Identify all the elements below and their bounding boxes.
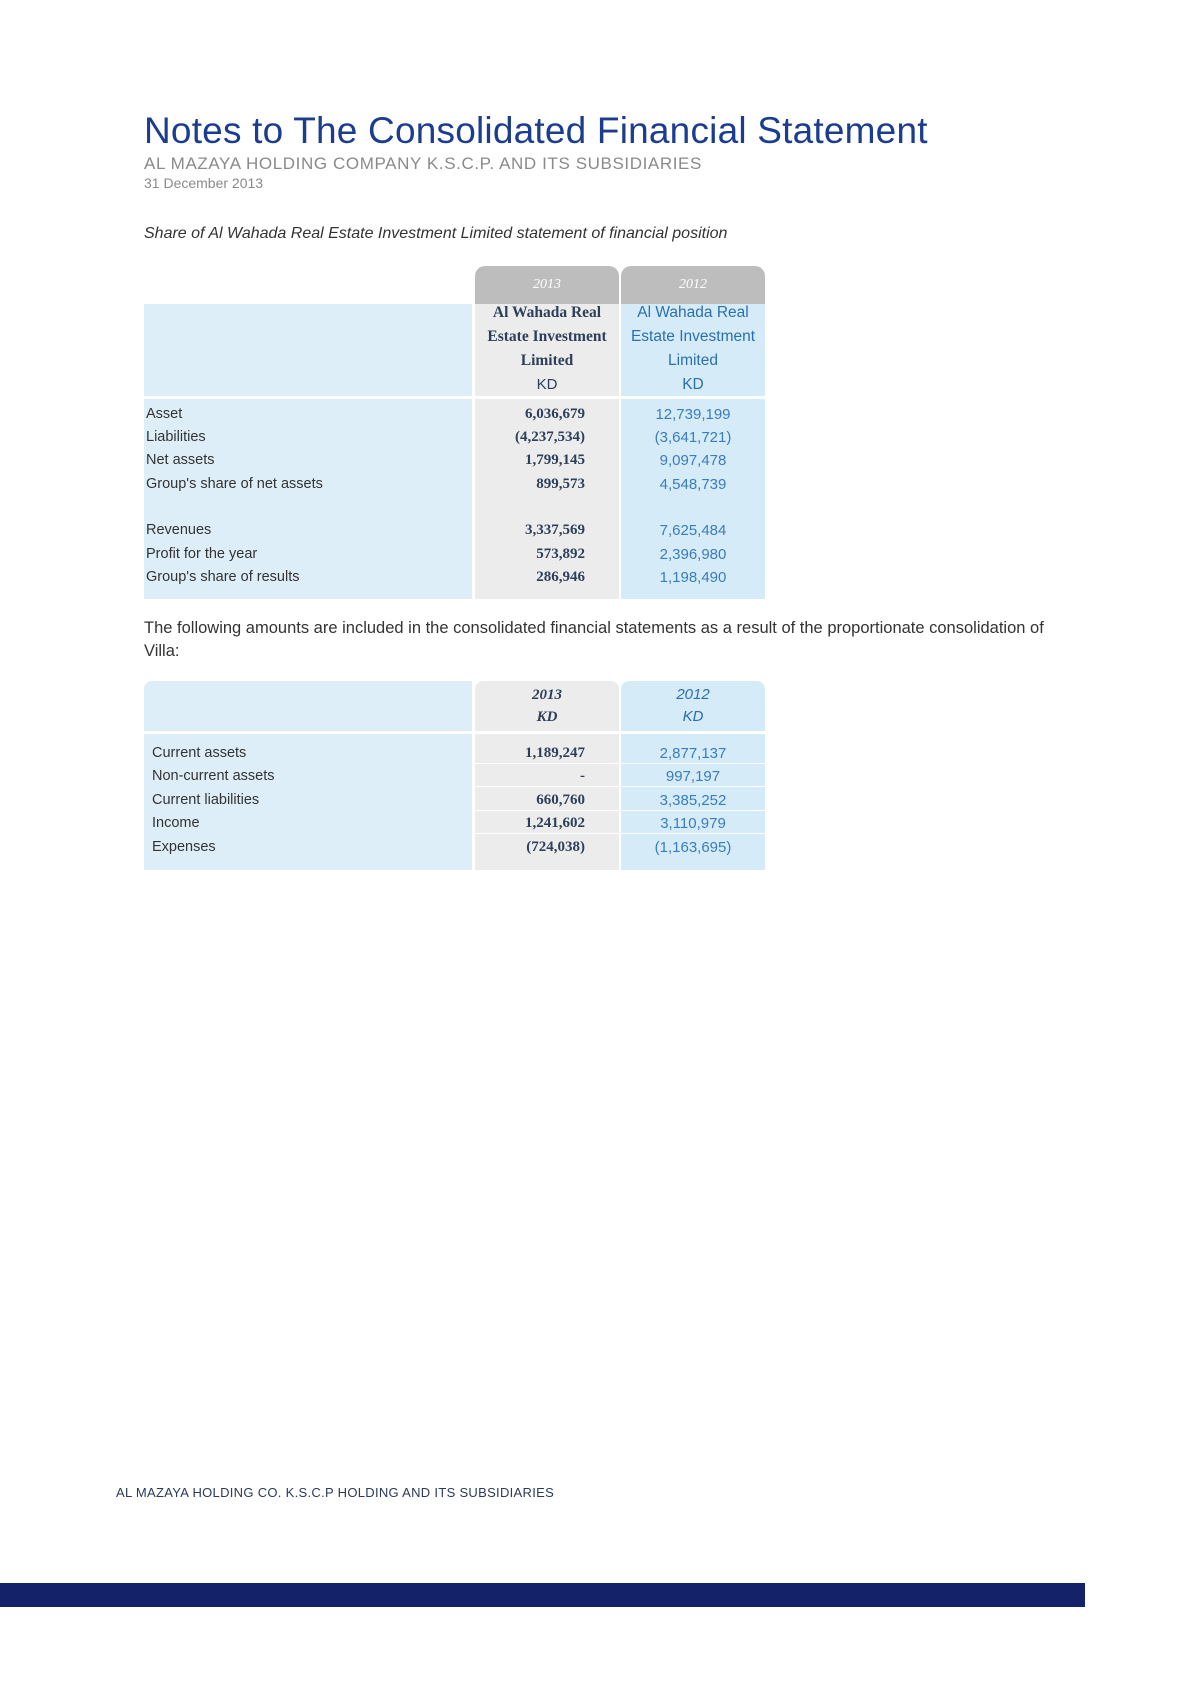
tab-2013: 2013 xyxy=(475,266,619,304)
header-2012-unit: KD xyxy=(682,376,704,393)
value-2012: 3,110,979 xyxy=(660,815,726,832)
row-label: Expenses xyxy=(152,839,216,855)
value-2013: 286,946 xyxy=(536,569,585,585)
header-2012-text xyxy=(621,301,765,397)
header-2013-unit: KD xyxy=(536,376,558,393)
value-2013: 3,337,569 xyxy=(525,522,585,538)
value-2013: (4,237,534) xyxy=(515,429,585,445)
value-2012: (1,163,695) xyxy=(654,839,732,856)
value-2012: (3,641,721) xyxy=(654,429,732,446)
header-2013-text xyxy=(475,684,619,728)
footer-company: AL MAZAYA HOLDING CO. K.S.C.P HOLDING AND ITS SUBSIDIARIES xyxy=(116,1485,555,1500)
header-2012-line: Limited xyxy=(668,352,718,369)
value-2013: 1,241,602 xyxy=(525,815,585,831)
row-label: Income xyxy=(152,815,200,831)
value-2013: 1,189,247 xyxy=(525,745,585,761)
header-2013-line: Limited xyxy=(520,352,574,369)
row-label: Liabilities xyxy=(146,429,206,445)
footer-bar xyxy=(0,1583,1085,1607)
header-2012-line: Estate Investment xyxy=(630,328,756,345)
row-divider xyxy=(475,810,765,811)
report-date: 31 December 2013 xyxy=(144,175,264,191)
value-2013: 660,760 xyxy=(536,792,585,808)
row-label: Current liabilities xyxy=(152,792,260,808)
row-label: Profit for the year xyxy=(146,546,258,562)
value-2013: 1,799,145 xyxy=(525,452,585,468)
value-2012: 9,097,478 xyxy=(659,452,727,469)
value-2013: - xyxy=(580,768,585,784)
value-2013: 573,892 xyxy=(536,546,585,562)
row-label: Group's share of results xyxy=(146,569,300,585)
value-2012: 12,739,199 xyxy=(655,406,731,423)
header-2013-year: 2013 xyxy=(532,687,562,703)
header-2013-text xyxy=(475,301,619,397)
value-2012: 2,396,980 xyxy=(659,546,727,563)
header-2013-unit: KD xyxy=(536,709,558,725)
header-2012-year: 2012 xyxy=(676,686,710,703)
header-2012-text xyxy=(621,684,765,728)
row-label: Net assets xyxy=(146,452,215,468)
row-label: Group's share of net assets xyxy=(146,476,323,492)
value-2012: 7,625,484 xyxy=(659,522,727,539)
value-2013: (724,038) xyxy=(526,839,585,855)
row-label: Asset xyxy=(146,406,183,422)
value-2012: 2,877,137 xyxy=(659,745,727,762)
value-2012: 3,385,252 xyxy=(659,792,727,809)
tab-2012: 2012 xyxy=(621,266,765,304)
value-2012: 1,198,490 xyxy=(659,569,727,586)
row-divider xyxy=(475,833,765,834)
row-label: Non-current assets xyxy=(152,768,275,784)
header-2012-line: Al Wahada Real xyxy=(637,304,749,321)
header-2012-unit: KD xyxy=(682,708,704,725)
value-2012: 4,548,739 xyxy=(659,476,727,493)
page-title: Notes to The Consolidated Financial Statement xyxy=(144,110,928,151)
header-2013-line: Estate Investment xyxy=(487,328,607,345)
row-label: Current assets xyxy=(152,745,247,761)
row-divider xyxy=(475,786,765,787)
row-label: Revenues xyxy=(146,522,212,538)
header-label-cell xyxy=(144,304,472,396)
table1-caption: Share of Al Wahada Real Estate Investment Limited statement of financial position xyxy=(144,225,728,242)
company-name: AL MAZAYA HOLDING COMPANY K.S.C.P. AND ITS SUBSIDIARIES xyxy=(144,154,702,173)
value-2012: 997,197 xyxy=(665,768,721,785)
row-divider xyxy=(475,763,765,764)
consolidation-paragraph: The following amounts are included in the consolidated financial statements as a result of the proportionate consolidation of Villa: xyxy=(144,619,1044,660)
header-label-cell xyxy=(144,681,472,731)
value-2013: 899,573 xyxy=(536,476,585,492)
header-2013-line: Al Wahada Real xyxy=(492,304,602,321)
value-2013: 6,036,679 xyxy=(525,406,585,422)
